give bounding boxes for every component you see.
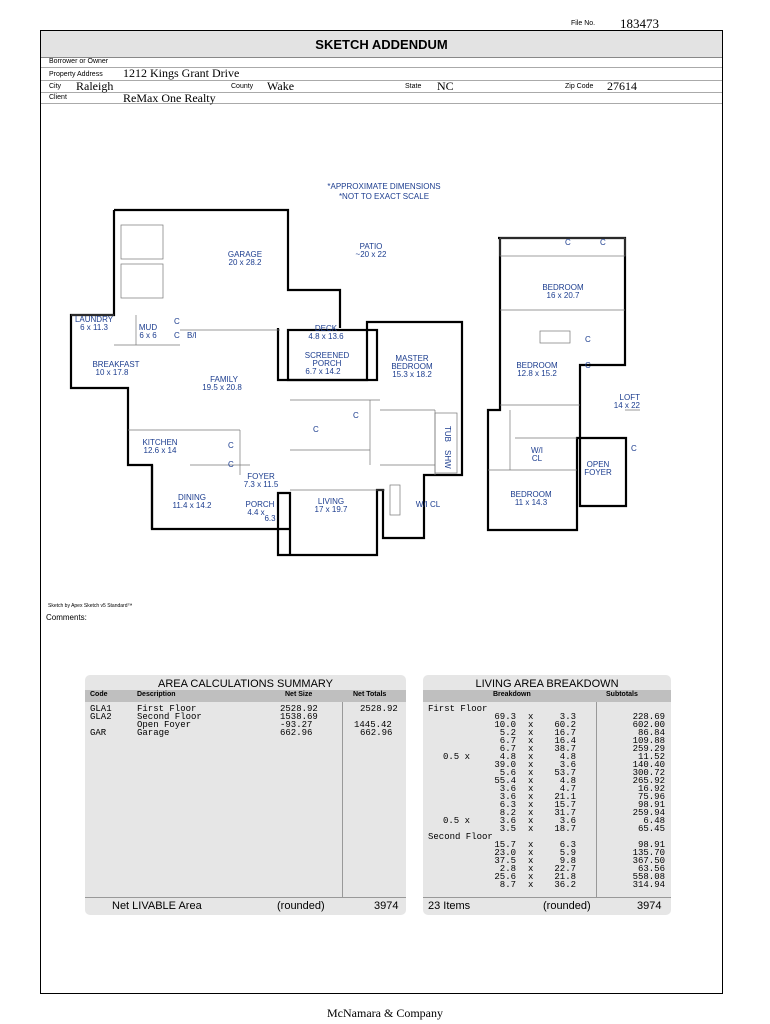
svg-text:C: C <box>585 335 591 344</box>
breakdown-cell: 4.8 <box>559 776 576 786</box>
svg-text:C: C <box>174 317 180 326</box>
svg-text:CL: CL <box>531 454 543 463</box>
room-label-wi-closet <box>416 500 441 509</box>
breakdown-row <box>428 761 668 769</box>
room-label-bedroom-2 <box>516 361 558 378</box>
room-label-patio <box>356 242 387 259</box>
breakdown-cell: x <box>528 728 534 738</box>
col-net-size: Net Size <box>285 691 313 698</box>
breakdown-header <box>423 690 671 702</box>
room-label-mud <box>139 323 157 340</box>
breakdown-cell: 21.1 <box>554 792 576 802</box>
breakdown-cell: 69.3 <box>494 712 516 722</box>
svg-text:~20 x 22: ~20 x 22 <box>355 250 387 259</box>
svg-text:BEDROOM: BEDROOM <box>542 283 584 292</box>
breakdown-cell: x <box>528 800 534 810</box>
breakdown-cell: 15.7 <box>554 800 576 810</box>
area-summary-title: AREA CALCULATIONS SUMMARY <box>157 678 334 690</box>
room-label-porch <box>246 500 277 523</box>
breakdown-cell: 22.7 <box>554 864 576 874</box>
breakdown-cell: 6.48 <box>643 816 665 826</box>
svg-text:C: C <box>174 331 180 340</box>
file-number: 183473 <box>620 16 659 31</box>
breakdown-cell: 367.50 <box>632 856 665 866</box>
breakdown-cell: 10.0 <box>494 720 516 730</box>
breakdown-cell: 23.0 <box>494 848 516 858</box>
breakdown-row <box>428 817 668 825</box>
breakdown-cell: x <box>528 760 534 770</box>
breakdown-cell: x <box>528 752 534 762</box>
breakdown-cell: x <box>528 736 534 746</box>
state-value: NC <box>437 79 454 93</box>
summary-rounded-label: (rounded) <box>277 900 325 912</box>
svg-text:17 x 19.7: 17 x 19.7 <box>314 505 348 514</box>
breakdown-cell: 3.6 <box>559 760 576 770</box>
svg-text:11.4 x 14.2: 11.4 x 14.2 <box>172 501 212 510</box>
svg-text:11 x 14.3: 11 x 14.3 <box>514 498 548 507</box>
svg-text:BEDROOM: BEDROOM <box>516 361 558 370</box>
living-breakdown-panel <box>423 675 671 915</box>
room-label-family <box>202 375 242 392</box>
client-label: Client <box>49 94 67 101</box>
room-label-garage <box>228 250 262 267</box>
city-label: City <box>49 83 62 90</box>
breakdown-cell: 3.6 <box>499 784 516 794</box>
svg-text:20 x 28.2: 20 x 28.2 <box>228 258 262 267</box>
property-label: Property Address <box>49 71 103 78</box>
breakdown-cell: 36.2 <box>554 880 576 890</box>
svg-text:C: C <box>600 238 606 247</box>
table-row: GLA2 Second Floor 1538.69 <box>90 712 318 722</box>
room-label-wi-cl <box>531 446 543 463</box>
breakdown-cell: 3.6 <box>499 792 516 802</box>
breakdown-cell: 0.5 x <box>443 816 471 826</box>
breakdown-row <box>428 793 668 801</box>
breakdown-cell: x <box>528 720 534 730</box>
breakdown-cell: 53.7 <box>554 768 576 778</box>
breakdown-cell: 38.7 <box>554 744 576 754</box>
svg-text:16 x 20.7: 16 x 20.7 <box>546 291 580 300</box>
breakdown-row <box>428 801 668 809</box>
svg-text:W/I CL: W/I CL <box>415 500 441 509</box>
net-livable-label: Net LIVABLE Area <box>112 900 202 912</box>
property-value: 1212 Kings Grant Drive <box>123 66 240 80</box>
breakdown-cell: 4.7 <box>559 784 576 794</box>
col-description: Description <box>137 691 176 698</box>
breakdown-cell: 60.2 <box>554 720 576 730</box>
client-row <box>41 93 722 104</box>
breakdown-cell: x <box>528 768 534 778</box>
col-net-totals: Net Totals <box>353 691 387 698</box>
items-count: 23 Items <box>428 900 471 912</box>
breakdown-cell: 5.2 <box>499 728 516 738</box>
breakdown-cell: 6.3 <box>559 840 576 850</box>
svg-text:TUB: TUB <box>443 426 452 442</box>
table-row: GLA1 First Floor 2528.92 2528.92 <box>90 704 398 714</box>
breakdown-cell: 259.94 <box>632 808 665 818</box>
svg-text:C: C <box>585 361 591 370</box>
breakdown-cell: 98.91 <box>637 800 665 810</box>
svg-text:FOYER: FOYER <box>247 472 275 481</box>
breakdown-title: LIVING AREA BREAKDOWN <box>475 678 619 690</box>
borrower-label: Borrower or Owner <box>49 58 109 65</box>
room-label-laundry <box>75 315 114 332</box>
company-footer: McNamara & Company <box>327 1006 443 1020</box>
breakdown-cell: x <box>528 872 534 882</box>
svg-text:6 x 11.3: 6 x 11.3 <box>80 323 108 332</box>
breakdown-row <box>428 777 668 785</box>
room-label-bedroom-1 <box>542 283 584 300</box>
client-value: ReMax One Realty <box>123 91 216 105</box>
breakdown-cell: 300.72 <box>632 768 665 778</box>
breakdown-cell: 228.69 <box>632 712 665 722</box>
svg-text:15.3 x 18.2: 15.3 x 18.2 <box>392 370 432 379</box>
col-code: Code <box>90 691 108 698</box>
file-number-label: File No. <box>571 20 596 27</box>
breakdown-cell: x <box>528 784 534 794</box>
svg-text:KITCHEN: KITCHEN <box>142 438 178 447</box>
room-label-breakfast <box>92 360 139 377</box>
breakdown-cell: 4.8 <box>559 752 576 762</box>
room-label-master-bedroom <box>391 354 433 379</box>
breakdown-row <box>428 865 668 873</box>
breakdown-cell: 65.45 <box>637 824 665 834</box>
breakdown-cell: 25.6 <box>494 872 516 882</box>
svg-text:10 x 17.8: 10 x 17.8 <box>95 368 129 377</box>
svg-text:12.8 x 15.2: 12.8 x 15.2 <box>517 369 557 378</box>
svg-text:SCREENED: SCREENED <box>304 351 350 360</box>
breakdown-cell: x <box>528 744 534 754</box>
breakdown-cell: 8.7 <box>499 880 516 890</box>
table-row: Open Foyer -93.27 1445.42 <box>137 720 392 730</box>
breakdown-cell: x <box>528 816 534 826</box>
svg-text:PORCH: PORCH <box>312 359 342 368</box>
svg-text:MASTER: MASTER <box>395 354 429 363</box>
breakdown-cell: 0.5 x <box>443 752 471 762</box>
summary-footer-divider <box>85 897 406 898</box>
breakdown-cell: 37.5 <box>494 856 516 866</box>
svg-text:GARAGE: GARAGE <box>227 250 263 259</box>
breakdown-cell: 109.88 <box>632 736 665 746</box>
breakdown-cell: 602.00 <box>632 720 665 730</box>
breakdown-cell: 16.4 <box>554 736 576 746</box>
room-label-open-foyer <box>584 460 612 477</box>
svg-text:BEDROOM: BEDROOM <box>510 490 552 499</box>
zip-label: Zip Code <box>565 83 594 90</box>
breakdown-cell: x <box>528 856 534 866</box>
breakdown-cell: x <box>528 712 534 722</box>
breakdown-cell: 314.94 <box>632 880 665 890</box>
breakdown-cell: 3.5 <box>499 824 516 834</box>
state-label: State <box>405 83 422 90</box>
room-label-kitchen <box>142 438 177 455</box>
svg-text:6.7 x 14.2: 6.7 x 14.2 <box>305 367 341 376</box>
breakdown-cell: 18.7 <box>554 824 576 834</box>
breakdown-row <box>428 729 668 737</box>
svg-text:7.3 x 11.5: 7.3 x 11.5 <box>243 480 279 489</box>
breakdown-row <box>428 849 668 857</box>
breakdown-total: 3974 <box>637 900 662 912</box>
breakdown-cell: 31.7 <box>554 808 576 818</box>
breakdown-cell: 9.8 <box>559 856 576 866</box>
svg-text:12.6 x 14: 12.6 x 14 <box>143 446 177 455</box>
svg-text:DINING: DINING <box>178 493 206 502</box>
breakdown-section-label: Second Floor <box>428 832 493 842</box>
svg-text:FAMILY: FAMILY <box>210 375 238 384</box>
breakdown-cell: 2.8 <box>499 864 516 874</box>
net-livable-value: 3974 <box>374 900 399 912</box>
sketch-note-1: *APPROXIMATE DIMENSIONS <box>327 182 441 191</box>
breakdown-row <box>428 881 668 889</box>
breakdown-cell: 75.96 <box>637 792 665 802</box>
breakdown-cell: 39.0 <box>494 760 516 770</box>
breakdown-row <box>428 721 668 729</box>
breakdown-rounded-label: (rounded) <box>543 900 591 912</box>
breakdown-section-label: First Floor <box>428 704 488 714</box>
breakdown-cell: x <box>528 808 534 818</box>
breakdown-cell: x <box>528 880 534 890</box>
breakdown-cell: 6.3 <box>499 800 516 810</box>
room-label-bedroom-3 <box>510 490 552 507</box>
breakdown-cell: 15.7 <box>494 840 516 850</box>
room-label-dining <box>173 493 213 510</box>
breakdown-cell: 55.4 <box>494 776 516 786</box>
svg-text:BEDROOM: BEDROOM <box>391 362 433 371</box>
svg-text:C: C <box>353 411 359 420</box>
col-breakdown: Breakdown <box>493 691 531 698</box>
breakdown-cell: 265.92 <box>632 776 665 786</box>
breakdown-cell: 63.56 <box>637 864 665 874</box>
breakdown-cell: 86.84 <box>637 728 665 738</box>
svg-text:PORCH: PORCH <box>245 500 275 509</box>
svg-text:6.3: 6.3 <box>264 514 276 523</box>
breakdown-cell: 140.40 <box>632 760 665 770</box>
svg-text:LOFT: LOFT <box>619 393 640 402</box>
second-floor-outline <box>488 238 640 530</box>
sketch-note-2: *NOT TO EXACT SCALE <box>338 192 430 201</box>
table-row: GAR Garage 662.96 662.96 <box>90 728 393 738</box>
room-label-foyer <box>244 472 279 489</box>
breakdown-cell: 16.7 <box>554 728 576 738</box>
floor-plan-sketch <box>40 130 640 600</box>
svg-text:C: C <box>631 444 637 453</box>
breakdown-rows <box>428 705 668 889</box>
room-label-loft <box>614 393 640 410</box>
comments-label: Comments: <box>46 613 87 622</box>
county-label: County <box>231 83 254 90</box>
col-subtotals: Subtotals <box>606 691 638 698</box>
area-summary-header <box>85 690 406 702</box>
breakdown-cell: 6.7 <box>499 736 516 746</box>
svg-text:C: C <box>228 460 234 469</box>
breakdown-cell: 558.08 <box>632 872 665 882</box>
breakdown-cell: x <box>528 776 534 786</box>
svg-text:C: C <box>313 425 319 434</box>
svg-text:DECK: DECK <box>314 324 338 333</box>
breakdown-cell: 3.6 <box>499 816 516 826</box>
breakdown-cell: x <box>528 824 534 834</box>
svg-text:FOYER: FOYER <box>584 468 612 477</box>
zip-value: 27614 <box>607 79 637 93</box>
breakdown-cell: 5.6 <box>499 768 516 778</box>
svg-text:14 x 22: 14 x 22 <box>613 401 640 410</box>
room-label-deck <box>308 324 344 341</box>
svg-text:4.4 x: 4.4 x <box>247 508 265 517</box>
breakdown-cell: 6.7 <box>499 744 516 754</box>
svg-text:W/I: W/I <box>531 446 543 455</box>
breakdown-row <box>428 769 668 777</box>
room-label-screened-porch <box>305 351 350 376</box>
breakdown-row <box>428 841 668 849</box>
breakdown-cell: 135.70 <box>632 848 665 858</box>
breakdown-row <box>428 785 668 793</box>
breakdown-cell: x <box>528 792 534 802</box>
breakdown-cell: 16.92 <box>637 784 665 794</box>
svg-text:LAUNDRY: LAUNDRY <box>74 315 114 324</box>
breakdown-cell: x <box>528 840 534 850</box>
sketch-credit-text: Sketch by Apex Sketch v5 Standard™ <box>48 603 133 609</box>
breakdown-cell: 98.91 <box>637 840 665 850</box>
svg-text:LIVING: LIVING <box>317 497 345 506</box>
svg-text:B/I: B/I <box>187 331 197 340</box>
svg-text:SHW: SHW <box>443 450 452 469</box>
breakdown-cell: x <box>528 848 534 858</box>
svg-text:C: C <box>565 238 571 247</box>
breakdown-row <box>428 713 668 721</box>
breakdown-cell: 11.52 <box>637 752 665 762</box>
svg-text:PATIO: PATIO <box>359 242 383 251</box>
svg-text:BREAKFAST: BREAKFAST <box>92 360 140 369</box>
svg-text:19.5 x 20.8: 19.5 x 20.8 <box>202 383 242 392</box>
svg-text:OPEN: OPEN <box>586 460 610 469</box>
svg-text:C: C <box>228 441 234 450</box>
breakdown-row <box>428 753 668 761</box>
breakdown-cell: 3.6 <box>559 816 576 826</box>
breakdown-cell: 3.3 <box>559 712 576 722</box>
area-summary-panel <box>85 675 406 915</box>
breakdown-row <box>428 737 668 745</box>
svg-text:MUD: MUD <box>138 323 158 332</box>
page-title: SKETCH ADDENDUM <box>41 31 722 58</box>
breakdown-footer-divider <box>423 897 671 898</box>
breakdown-row <box>428 873 668 881</box>
breakdown-cell: 8.2 <box>499 808 516 818</box>
breakdown-cell: 4.8 <box>499 752 516 762</box>
breakdown-row <box>428 857 668 865</box>
svg-text:6 x 6: 6 x 6 <box>139 331 157 340</box>
breakdown-cell: 259.29 <box>632 744 665 754</box>
county-value: Wake <box>267 79 295 93</box>
svg-text:4.8 x 13.6: 4.8 x 13.6 <box>308 332 344 341</box>
room-label-living <box>315 497 348 514</box>
breakdown-cell: x <box>528 864 534 874</box>
city-value: Raleigh <box>76 79 114 93</box>
breakdown-cell: 21.8 <box>554 872 576 882</box>
breakdown-cell: 5.9 <box>559 848 576 858</box>
area-summary-rows <box>90 705 400 737</box>
